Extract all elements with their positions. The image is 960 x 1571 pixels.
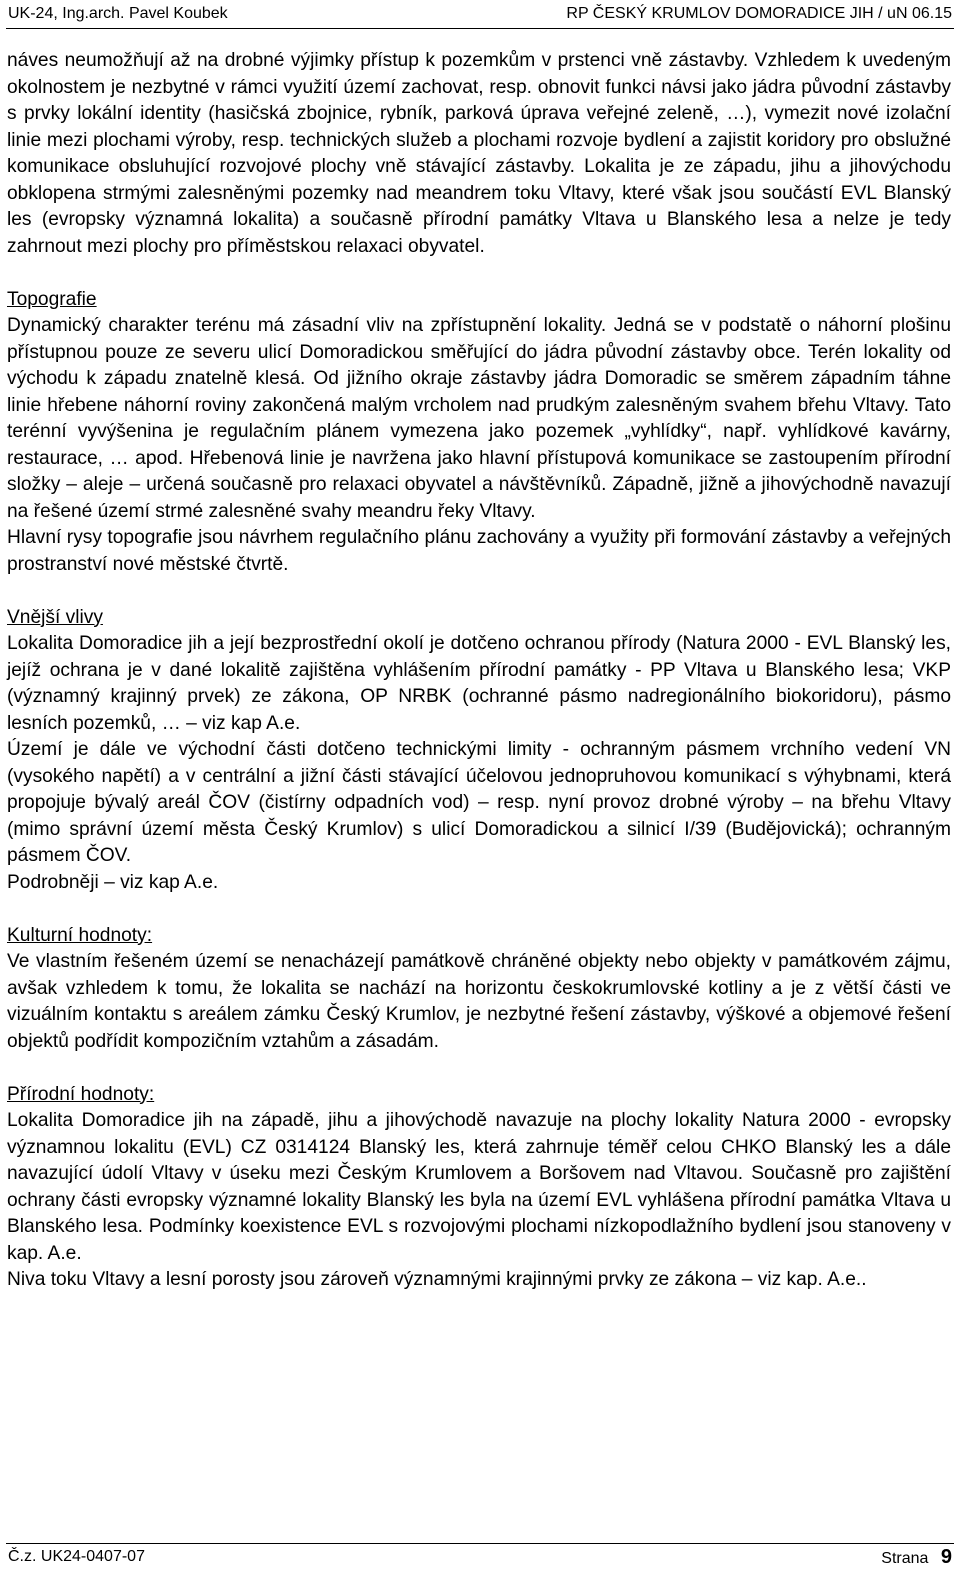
section-title-vnejsi-vlivy: Vnější vlivy <box>7 606 103 628</box>
paragraph-vlivy-1: Lokalita Domoradice jih a její bezprostřední okolí je dotčeno ochranou přírody (Natura 2000 - EVL Blanský les, jejíž ochrana je v dané lokalitě zajištěna vyhlášením přírodní památky - PP Vltava u Blanského lesa; VKP (významný krajinný prvek) ze zákona, OP NRBK (ochranné pásmo nadregionálního biokoridoru), pásmo lesních pozemků, … – viz kap A.e. <box>7 633 951 734</box>
paragraph-topografie-1: Dynamický charakter terénu má zásadní vliv na zpřístupnění lokality. Jedná se v podstatě o náhorní plošinu přístupnou pouze ze severu ulicí Domoradickou směřující do jádra původní zástavby obce. Terén lokality od východu k západu znatelně klesá. Od jižního okraje zástavby jádra Domoradic se směrem západním táhne linie hřebene náhorní roviny zakončená malým vrcholem nad prudkým zalesněným svahem břehu Vltavy. Tato terénní vyvýšenina je regulačním plánem vymezena jako pozemek „vyhlídky“, např. vyhlídkové kavárny, restaurace, … apod. Hřebenová linie je navržena jako hlavní přístupová komunikace se zastoupením přírodní složky – aleje – určená současně pro relaxaci obyvatel a návštěvníků. Západně, jižně a jihovýchodně navazují na řešené území strmé zalesněné svahy meandru řeky Vltavy. <box>7 315 951 522</box>
page-footer <box>6 1543 954 1568</box>
paragraph-kulturni-1: Ve vlastním řešeném území se nenacházejí památkově chráněné objekty nebo objekty v památkovém zájmu, avšak vzhledem k tomu, že lokalita se nachází na horizontu českokrumlovské kotliny a je z větší části ve vizuálním kontaktu s areálem zámku Český Krumlov, je nezbytné řešení zástavby, výškové a objemové řešení objektů podřídit kompozičním vztahům a zásadám. <box>7 951 951 1052</box>
section-title-prirodni-hodnoty: Přírodní hodnoty: <box>7 1083 155 1105</box>
paragraph-prirodni-1: Lokalita Domoradice jih na západě, jihu a jihovýchodě navazuje na plochy lokality Natura 2000 - evropsky významnou lokalitu (EVL) CZ 0314124 Blanský les, která zahrnuje téměř celou CHKO Blanský les a dále navazující údolí Vltavy v úseku mezi Českým Krumlovem a Boršovem nad Vltavou. Současně pro zajištění ochrany části evropsky významné lokality Blanský les byla na území EVL vyhlášena přírodní památka Vltava u Blanského lesa. Podmínky koexistence EVL s rozvojovými plochami nízkopodlažního bydlení jsou stanoveny v kap. A.e. <box>7 1110 951 1264</box>
page-header <box>6 2 954 29</box>
footer-page <box>881 1545 952 1571</box>
spacer <box>7 1055 951 1082</box>
spacer <box>7 578 951 605</box>
header-author: UK-24, Ing.arch. Pavel Koubek <box>8 5 228 22</box>
paragraph-vlivy-2: Území je dále ve východní části dotčeno technickými limity - ochranným pásmem vrchního vedení VN (vysokého napětí) a v centrální a jižní části stávající účelovou jednopruhovou komunikací s výhybnami, která propojuje bývalý areál ČOV (čistírny odpadních vod) – resp. nyní provoz drobné výroby – na břehu Vltavy (mimo správní území města Český Krumlov) s ulicí Domoradickou a silnicí I/39 (Budějovická); ochranným pásmem ČOV. <box>7 739 951 866</box>
footer-page-number: 9 <box>940 1546 952 1568</box>
spacer <box>7 896 951 923</box>
section-title-kulturni-hodnoty: Kulturní hodnoty: <box>7 924 153 946</box>
footer-document-number: Č.z. UK24-0407-07 <box>8 1548 145 1565</box>
header-document-title: RP ČESKÝ KRUMLOV DOMORADICE JIH / uN 06.15 <box>566 5 952 22</box>
paragraph-vlivy-3: Podrobněji – viz kap A.e. <box>7 871 219 893</box>
section-title-topografie: Topografie <box>7 288 97 310</box>
paragraph-prirodni-2: Niva toku Vltavy a lesní porosty jsou zároveň významnými krajinnými prvky ze zákona – viz kap. A.e.. <box>7 1269 867 1290</box>
document-body <box>7 48 951 1294</box>
paragraph-topografie-2: Hlavní rysy topografie jsou návrhem regulačního plánu zachovány a využity při formování zástavby a veřejných prostranství nové městské čtvrtě. <box>7 527 951 575</box>
footer-page-label: Strana <box>881 1550 929 1567</box>
paragraph-intro: náves neumožňují až na drobné výjimky přístup k pozemkům v prstenci vně zástavby. Vzhledem k uvedeným okolnostem je nezbytné v rámci využití území zachovat, resp. obnovit funkci návsi jako jádra původní zástavby s prvky lokální identity (hasičská zbojnice, rybník, parková úprava veřejné zeleně, …), vymezit nové izolační linie mezi plochami výroby, resp. technických služeb a plochami rozvoje bydlení a zajistit koridory pro obslužné komunikace obsluhující rozvojové plochy vně stávající zástavby. Lokalita je ze západu, jihu a jihovýchodu obklopena strmými zalesněnými pozemky nad meandrem toku Vltavy, které však jsou součástí EVL Blanský les (evropsky významná lokalita) a současně přírodní památky Vltava u Blanského lesa a nelze je tedy zahrnout mezi plochy pro příměstskou relaxaci obyvatel. <box>7 50 951 257</box>
spacer <box>7 260 951 287</box>
